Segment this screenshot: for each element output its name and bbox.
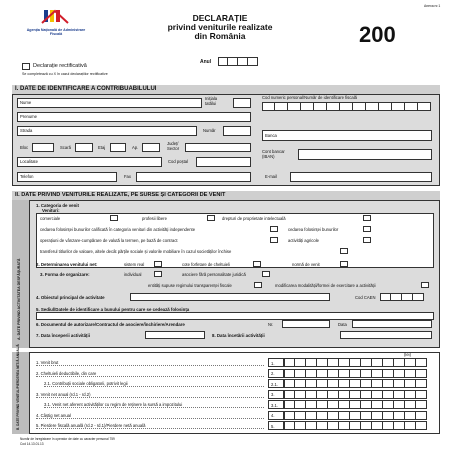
data-field[interactable] xyxy=(352,320,432,328)
rectificativa-checkbox[interactable] xyxy=(22,63,30,70)
venituri-label: Venituri: xyxy=(42,208,60,213)
income-line-code-box xyxy=(268,411,284,420)
form-number: 200 xyxy=(359,22,396,47)
cat3-check4[interactable] xyxy=(421,282,429,288)
scara-label: Scară xyxy=(60,145,71,150)
prenume-label: Prenume xyxy=(20,114,37,119)
cat3-extra2: modificarea modalității/formei de exercitare a activității xyxy=(275,283,376,288)
cat3-check1[interactable] xyxy=(154,271,162,277)
section1-title: I. DATE DE IDENTIFICARE A CONTRIBUABILULUI xyxy=(15,86,157,92)
email-label: E-mail xyxy=(265,174,277,179)
banca-label: Banca xyxy=(265,133,277,138)
income-line-leader xyxy=(36,428,264,429)
cat2-check2[interactable] xyxy=(253,261,261,267)
income-line-code: 4. xyxy=(271,413,275,418)
currency-label: (lei) xyxy=(404,352,411,357)
panel-a-side-label: A. DATE PRIVIND ACTIVITATEA DESFĂȘURATĂ xyxy=(17,258,21,340)
cat3-check2[interactable] xyxy=(262,271,270,277)
income-line-code-box xyxy=(268,390,284,399)
scara-field[interactable] xyxy=(75,143,93,152)
panel-a-side xyxy=(12,200,30,348)
incetare-label: 8. Data încetării activității xyxy=(212,333,265,338)
income-line-leader xyxy=(36,418,264,419)
data-label: Data xyxy=(338,322,347,327)
row3-check1[interactable] xyxy=(270,237,278,243)
income-line-leader xyxy=(44,407,264,408)
fax-label: Fax xyxy=(124,174,131,179)
strada-label: Strada xyxy=(20,128,33,133)
judet-field[interactable] xyxy=(185,143,251,152)
banca-field[interactable] xyxy=(262,130,432,141)
cat2-opt2: cote forfetare de cheltuieli xyxy=(182,262,230,267)
income-line-code-box xyxy=(268,400,284,409)
income-line-code-box xyxy=(268,421,284,430)
obiect-label: 4. Obiectul principal de activitate xyxy=(36,295,105,300)
nr-field[interactable] xyxy=(282,320,330,328)
form-title xyxy=(150,14,290,41)
row2-check2[interactable] xyxy=(363,226,371,232)
income-line-value-field[interactable] xyxy=(284,411,427,420)
row1-item3: drepturi de proprietate intelectuală xyxy=(222,216,286,221)
row2-item1: cedarea folosinței bunurilor calificată în categoria venituri din activități independente xyxy=(40,227,196,232)
income-line-label: 1. Venit brut xyxy=(36,360,59,365)
cnp-label: Cod numeric personal/Număr de identificare fiscală xyxy=(262,95,357,100)
ap-field[interactable] xyxy=(142,143,160,152)
row1-check3[interactable] xyxy=(363,215,371,221)
income-line-code: 3.1. xyxy=(271,402,278,408)
sediu-field[interactable] xyxy=(36,312,434,320)
caen-field[interactable] xyxy=(380,293,424,301)
income-line-label: 2. Cheltuieli deductibile, din care xyxy=(36,370,97,376)
ap-label: Ap. xyxy=(132,145,139,150)
cat3-check3[interactable] xyxy=(254,282,262,288)
cat3-extra1: entități supuse regimului transparenței fiscale xyxy=(148,283,232,288)
row1-item2: profesii libere xyxy=(142,216,167,221)
row3-item1: operațiuni de vânzare-cumpărare de valută la termen, pe bază de contract xyxy=(40,238,178,243)
income-line-code: 5. xyxy=(271,423,275,429)
inceput-field[interactable] xyxy=(145,331,205,339)
row1-check1[interactable] xyxy=(110,215,118,221)
title-line-1: DECLARAȚIE xyxy=(192,13,248,23)
localitate-label: Localitate xyxy=(20,159,38,164)
rectificativa-note: Se completează cu X în cazul declarațiilor rectificative xyxy=(22,72,108,76)
prenume-field[interactable] xyxy=(17,112,251,122)
income-line-code-box xyxy=(268,379,284,388)
cat2-label: 2. Determinarea venitului net: xyxy=(36,262,98,267)
bloc-field[interactable] xyxy=(32,143,54,152)
etaj-label: Etaj xyxy=(98,145,106,150)
rectificativa-label: Declarație rectificativă xyxy=(33,63,87,69)
numar-field[interactable] xyxy=(223,126,251,136)
income-line-code-box xyxy=(268,369,284,378)
footer-line-2: Cod 14.13.01.13 xyxy=(20,442,44,446)
cnp-field[interactable] xyxy=(262,102,431,111)
income-line-code-box xyxy=(268,358,284,367)
initiala-field[interactable] xyxy=(233,98,251,108)
agency-name: Agenția Națională de Administrare Fiscală xyxy=(26,28,86,36)
income-line-label: 3.1. Venit net aferent activităților cu regim de reținere la sursă a impozitului xyxy=(44,402,183,407)
etaj-field[interactable] xyxy=(110,143,126,152)
incetare-field[interactable] xyxy=(340,331,432,339)
inceput-label: 7. Data începerii activității xyxy=(36,333,90,338)
cat3-label: 3. Forma de organizare: xyxy=(40,272,90,277)
cat3-opt1: individual xyxy=(124,272,142,277)
income-line-value-field[interactable] xyxy=(284,369,427,378)
title-line-3: din România xyxy=(194,31,246,41)
bloc-label: Bloc xyxy=(20,145,29,150)
income-line-code: 3. xyxy=(271,392,275,397)
strada-field[interactable] xyxy=(17,126,197,136)
footer-line-1: Număr de înregistrare în operator de date cu caracter personal 759 xyxy=(20,437,115,441)
income-line-value-field[interactable] xyxy=(284,400,427,409)
income-line-label: 5. Pierdere fiscală anuală (rd.2 - rd.1)/Pierdere netă anuală xyxy=(36,423,146,428)
income-line-label: 3. Venit net anual (rd.1 - rd.2) xyxy=(36,391,91,397)
cat2-check1[interactable] xyxy=(154,261,162,267)
judet-label: Județ/ Sector xyxy=(167,141,180,151)
cat2-opt1: sistem real xyxy=(124,262,145,267)
income-line-leader xyxy=(36,376,264,377)
row3-check2[interactable] xyxy=(363,237,371,243)
income-line-label: 2.1. Contribuții sociale obligatorii, potrivit legii xyxy=(44,381,128,386)
income-line-code: 2.1. xyxy=(271,381,278,387)
document-label: 6. Documentul de autorizare/Contractul de asociere/închiriere/Arendare xyxy=(36,322,185,327)
cod-postal-field[interactable] xyxy=(196,157,251,167)
cat1-label: 1. Categoria de venit xyxy=(36,203,79,208)
row2-check1[interactable] xyxy=(270,226,278,232)
cat2-opt3: normă de venit xyxy=(292,262,320,267)
row1-check2[interactable] xyxy=(207,215,215,221)
income-line-leader xyxy=(36,365,264,366)
obiect-field[interactable] xyxy=(130,293,330,301)
title-line-2: privind veniturile realizate xyxy=(167,22,273,32)
income-line-code: 2. xyxy=(271,371,275,376)
cont-field[interactable] xyxy=(298,149,432,160)
panel-b-side-label: B. DATE PRIVIND VENITUL/PIERDEREA NET/Ă ANUAL/Ă xyxy=(16,344,20,430)
cont-label: Cont bancar (IBAN) xyxy=(262,149,285,159)
income-line-code: 1. xyxy=(271,360,275,366)
row2-item2: cedarea folosinței bunurilor xyxy=(288,227,339,232)
income-line-value-field[interactable] xyxy=(284,390,427,399)
year-field[interactable] xyxy=(218,57,258,66)
row1-item1: comerciale xyxy=(40,216,61,221)
year-label: Anul xyxy=(200,59,212,65)
row4-item1: transferul titlurilor de valoare, altele decât părțile sociale și valorile mobiliare în cazul societăților închise xyxy=(40,249,232,254)
panel-b-side xyxy=(12,352,30,434)
sediu-label: 5. Sediul/Datele de identificare a bunului pentru care se cedează folosința xyxy=(36,307,190,312)
section2-title: II. DATE PRIVIND VENITURILE REALIZATE, PE SURSE ȘI CATEGORII DE VENIT xyxy=(15,192,226,198)
nr-label: Nr. xyxy=(268,322,274,327)
income-line-leader xyxy=(44,386,264,387)
cat2-check3[interactable] xyxy=(340,261,348,267)
nume-field[interactable] xyxy=(17,98,202,108)
cod-postal-label: Cod poștal xyxy=(168,159,189,164)
caen-label: Cod CAEN xyxy=(355,295,376,300)
numar-label: Număr xyxy=(203,128,216,133)
income-line-label: 4. Câștig net anual xyxy=(36,412,71,418)
income-line-value-field[interactable] xyxy=(284,379,427,388)
email-field[interactable] xyxy=(290,172,432,182)
initiala-label: Inițiala tatălui xyxy=(205,96,218,106)
annex-number: Anexa nr.1 xyxy=(424,4,441,8)
telefon-label: Telefon xyxy=(20,174,34,179)
fax-field[interactable] xyxy=(136,172,251,182)
cat3-opt2: asociere fără personalitate juridică xyxy=(182,272,246,277)
row4-check1[interactable] xyxy=(340,248,348,254)
income-line-leader xyxy=(36,397,264,398)
row3-item2: activități agricole xyxy=(288,238,319,243)
nume-label: Nume xyxy=(20,100,32,105)
localitate-field[interactable] xyxy=(17,157,162,167)
income-line-value-field[interactable] xyxy=(284,421,427,430)
income-line-value-field[interactable] xyxy=(284,358,427,367)
